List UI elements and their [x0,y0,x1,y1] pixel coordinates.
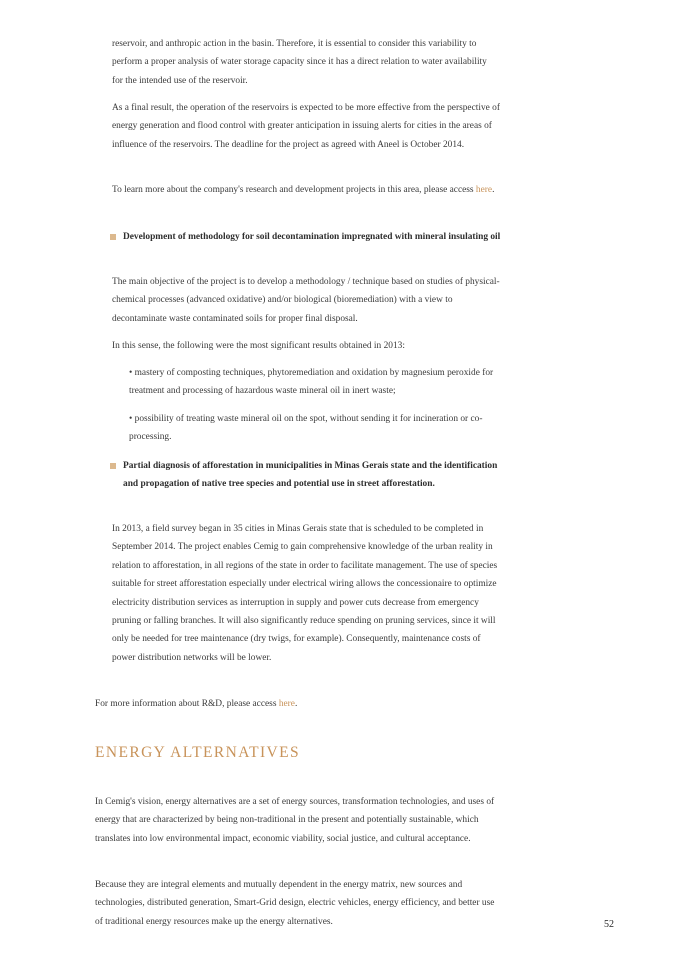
paragraph-field-survey: In 2013, a field survey began in 35 cities in Minas Gerais state that is scheduled to be completed in September 2014. The project enables Cemig to gain comprehensive knowledge of the urban reality in relation to afforestation, in all regions of the state in order to facilitate management. The use of species suitable for street afforestation especially under electrical wiring allows the concessionaire to optimize electricity distribution services as interruption in supply and power cuts decrease from emergency pruning or falling branches. It will also significantly reduce spending on pruning services, since it will only be needed for tree maintenance (dry twigs, for example). Consequently, maintenance costs of power distribution networks will be lower. [112,524,498,663]
list-item-composting: • mastery of composting techniques, phytoremediation and oxidation by magnesium peroxide for treatment and processing of hazardous waste mineral oil in inert waste; [129,368,494,397]
paragraph-reservoir-variability: reservoir, and anthropic action in the basin. Therefore, it is essential to consider this variability to perform a proper analysis of water storage capacity since it has a direct relation to water availability for the intended use of the reservoir. [112,39,487,86]
paragraph-learn-more [112,181,500,199]
page-number: 52 [604,919,614,930]
list-item-on-spot-treatment: • possibility of treating waste mineral oil on the spot, without sending it for incineration or co-processing. [129,414,483,443]
square-bullet-icon [110,234,116,240]
square-bullet-icon [110,463,116,469]
here-link-rd[interactable]: here [278,699,295,709]
bullet-title: Development of methodology for soil decontamination impregnated with mineral insulating oil [123,232,501,242]
bullet-soil-decontamination [108,228,503,246]
paragraph-cemig-vision: In Cemig's vision, energy alternatives are a set of energy sources, transformation technologies, and uses of energy that are characterized by being non-traditional in the present and potentially sustainable, which translates into low environmental impact, economic viability, social justice, and cultural acceptance. [95,797,495,844]
learn-more-end: . [492,185,495,195]
more-info-text: For more information about R&D, please access [95,699,279,709]
here-link-research[interactable]: here [475,185,493,195]
paragraph-main-objective: The main objective of the project is to develop a methodology / technique based on studies of physical-chemical processes (advanced oxidative) and/or biological (bioremediation) with a view to decontaminate waste contaminated soils for proper final disposal. [112,277,500,324]
paragraph-results-intro: In this sense, the following were the most significant results obtained in 2013: [112,341,405,351]
paragraph-final-result: As a final result, the operation of the reservoirs is expected to be more effective from the perspective of energy generation and flood control with greater anticipation in issuing alerts for cities in the areas of influence of the reservoirs. The deadline for the project as agreed with Aneel is October 2014. [112,103,500,150]
bullet-title: Partial diagnosis of afforestation in municipalities in Minas Gerais state and the identification and propagation of native tree species and potential use in street afforestation. [123,461,498,490]
paragraph-more-info-rd [95,695,500,713]
more-info-end: . [294,699,298,709]
learn-more-text: To learn more about the company's research and development projects in this area, please access [112,185,476,195]
bullet-afforestation [108,457,503,494]
paragraph-integral-elements: Because they are integral elements and mutually dependent in the energy matrix, new sources and technologies, distributed generation, Smart-Grid design, electric vehicles, energy efficiency, and better use of traditional energy resources make up the energy alternatives. [95,880,495,927]
section-heading: ENERGY ALTERNATIVES [95,744,300,761]
